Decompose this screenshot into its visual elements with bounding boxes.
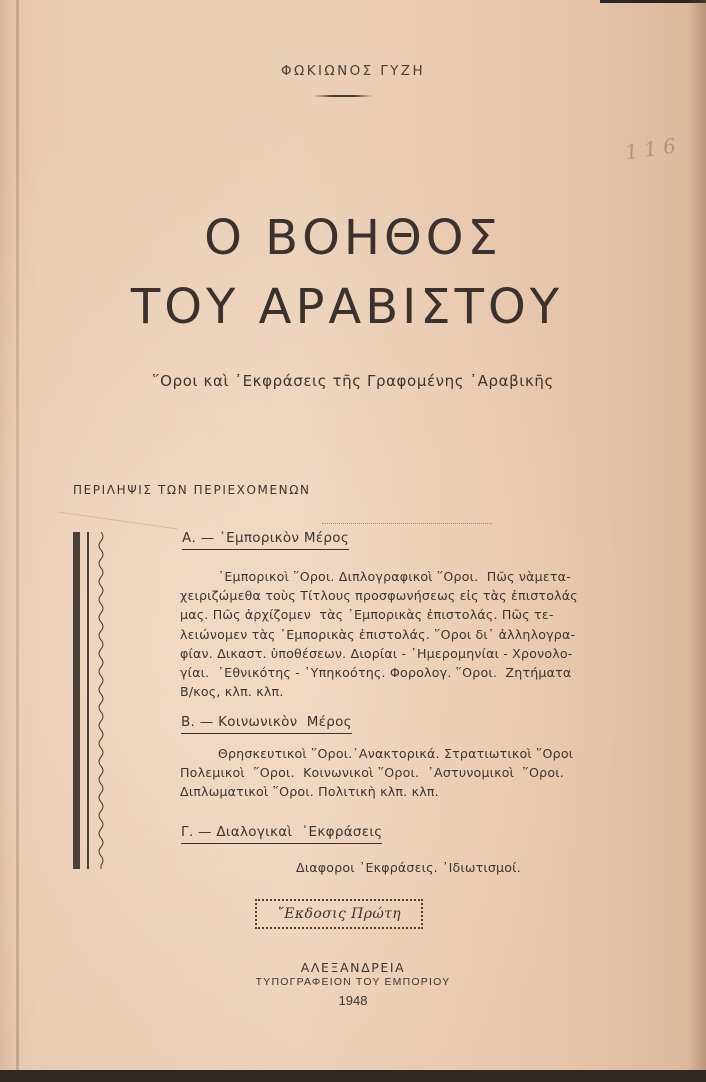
edition-box <box>255 899 423 929</box>
text-line: χειριζώμεθα τοὺς Τίτλους προσφωνήσεως εἰς τὰς ἐπιστολάς <box>180 588 578 604</box>
author-name: ΦΩΚΙΩΝΟΣ ΓΥΖΗ <box>280 63 425 79</box>
text-line: Θρησκευτικοὶ ῞Οροι.᾿Ανακτορικά. Στρατιωτικοὶ ῞Οροι <box>180 746 574 761</box>
text-line: μας. Πῶς ἀρχίζομεν τὰς ᾿Εμπορικὰς ἐπιστολάς. Πῶς τε- <box>180 607 554 623</box>
printer-name: ΤΥΠΟΓΡΑΦΕΙΟΝ ΤΟΥ ΕΜΠΟΡΙΟΥ <box>255 976 451 988</box>
title-line-2: ΤΟΥ ΑΡΑΒΙΣΤΟΥ <box>130 279 564 335</box>
dotted-rule <box>322 523 492 526</box>
scan-edge-bottom <box>0 1070 706 1082</box>
text-line: Διπλωματικοὶ ῞Οροι. Πολιτικὴ κλπ. κλπ. <box>180 784 439 800</box>
pencil-annotation: 1 1 6 <box>623 133 678 165</box>
text-line: φίαν. Δικαστ. ὑποθέσεων. Διορίαι - ῾Ημερομηνίαι - Χρονολο- <box>180 645 573 661</box>
text-line: λειώνομεν τὰς ᾿Εμπορικὰς ἐπιστολάς. ῞Οροι δι᾿ ἀλληλογρα- <box>180 626 576 642</box>
publication-year: 1948 <box>338 993 368 1008</box>
decorative-wavy-line <box>95 532 107 869</box>
section-c-heading: Γ. — Διαλογικαὶ ᾿Εκφράσεις <box>181 824 382 844</box>
section-a-heading: Α. — ᾿Εμπορικὸν Μέρος <box>182 530 349 550</box>
publication-city: ΑΛΕΞΑΝΔΡΕΙΑ <box>300 960 406 975</box>
page-fold-edge <box>16 0 19 1070</box>
decorative-bar-thick <box>73 532 80 869</box>
subtitle: ῞Οροι καὶ ᾿Εκφράσεις τῆς Γραφομένης ᾿Αραβικῆς <box>152 372 554 390</box>
ornamental-rule <box>313 95 373 97</box>
text-line: Διαφοροι ᾿Εκφράσεις. ᾿Ιδιωτισμοί. <box>296 860 521 875</box>
title-line-1: Ο ΒΟΗΘΟΣ <box>204 210 502 266</box>
decorative-bar-thin <box>87 532 89 869</box>
text-line: Πολεμικοὶ ῞Οροι. Κοινωνικοὶ ῞Οροι. ᾿Αστυνομικοὶ ῞Οροι. <box>180 765 564 781</box>
text-line: γίαι. ᾿Εθνικότης - ῾Υπηκοότης. Φορολογ. ῞Οροι. Ζητήματα <box>180 665 572 681</box>
paper-crease <box>59 512 178 530</box>
edition-label: ῎Εκδοσις Πρώτη <box>276 906 402 922</box>
section-b-body <box>180 744 573 802</box>
section-c-body <box>296 858 521 877</box>
section-a-body <box>180 567 578 701</box>
page-shadow-right <box>688 0 706 1070</box>
text-line: Β/κος, κλπ. κλπ. <box>180 684 284 700</box>
section-b-heading: Β. — Κοινωνικὸν Μέρος <box>181 714 352 734</box>
contents-heading: ΠΕΡΙΛΗΨΙΣ ΤΩΝ ΠΕΡΙΕΧΟΜΕΝΩΝ <box>73 483 311 497</box>
text-line: ᾿Εμπορικοὶ ῞Οροι. Διπλογραφικοὶ ῞Οροι. Πῶς νὰμετα- <box>180 569 571 584</box>
